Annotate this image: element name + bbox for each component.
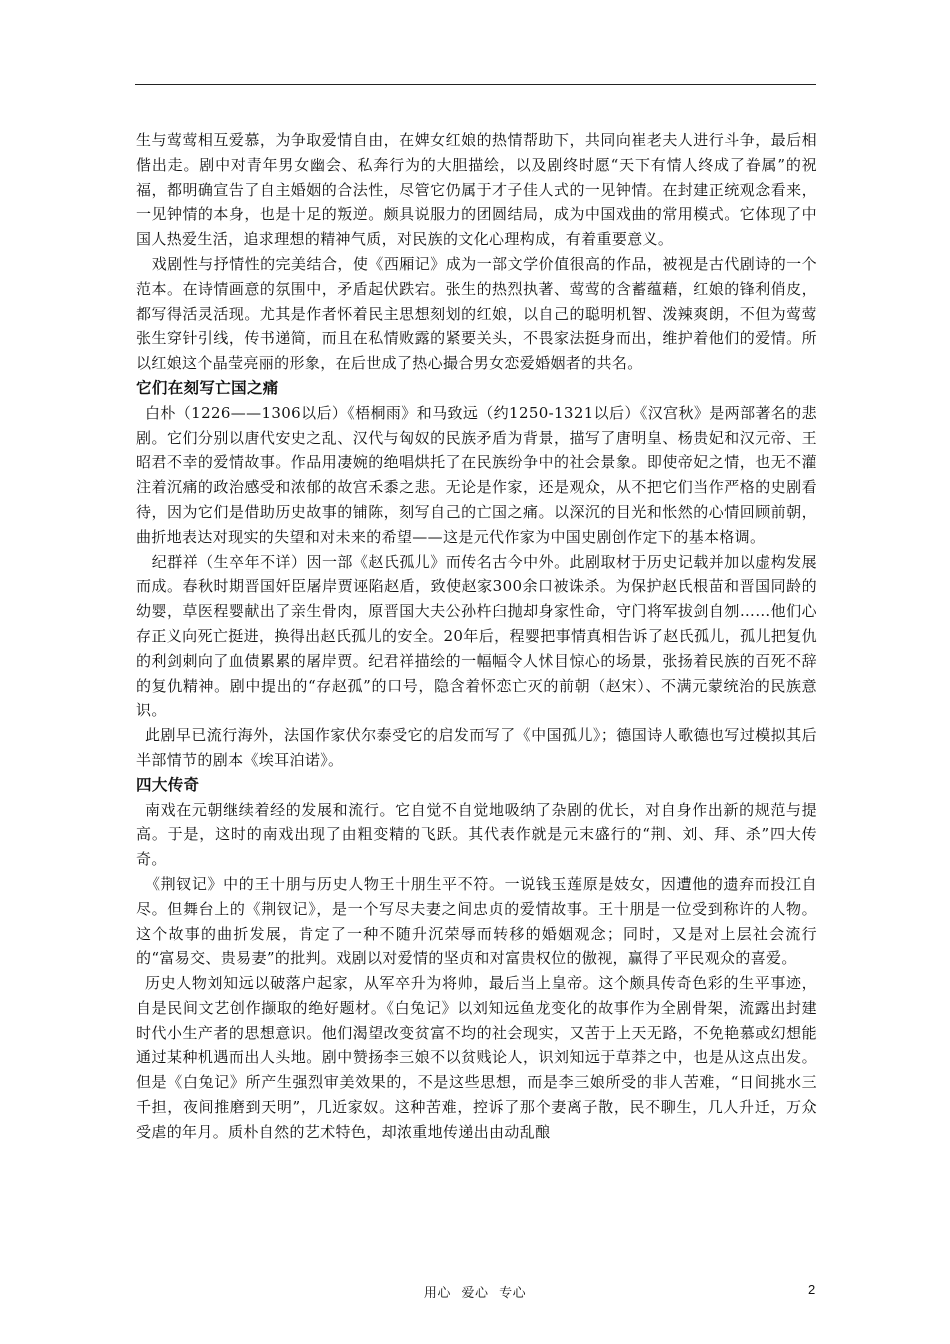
section-heading: 它们在刻写亡国之痛 xyxy=(136,378,279,397)
page-number: 2 xyxy=(808,1282,816,1297)
document-body xyxy=(136,128,817,1145)
header-rule xyxy=(135,84,816,85)
footer-motto: 用心 爱心 专心 xyxy=(423,1286,527,1301)
body-paragraph: 纪群祥（生卒年不详）因一部《赵氏孤儿》而传名古今中外。此剧取材于历史记载并加以虚构发展而成。春秋时期晋国奸臣屠岸贾诬陷赵盾，致使赵家300余口被诛杀。为保护赵氏根苗和晋国同龄的幼婴，草医程婴献出了亲生骨肉，原晋国大夫公孙杵臼抛却身家性命，守门将军拔剑自刎……他们心存正义向死亡挺进，换得出赵氏孤儿的安全。20年后，程婴把事情真相告诉了赵氏孤儿，孤儿把复仇的利剑刺向了血债累累的屠岸贾。纪君祥描绘的一幅幅令人怵目惊心的场景，张扬着民族的百死不辞的复仇精神。剧中提出的“存赵孤”的口号，隐含着怀恋亡灭的前朝（赵宋）、不满元蒙统治的民族意识。 xyxy=(136,552,817,720)
body-paragraph: 白朴（1226——1306以后）《梧桐雨》和马致远（约1250-1321以后）《汉宫秋》是两部著名的悲剧。它们分别以唐代安史之乱、汉代与匈奴的民族矛盾为背景，描写了唐明皇、杨贵妃和汉元帝、王昭君不幸的爱情故事。作品用凄婉的绝唱烘托了在民族纷争中的社会景象。即使帝妃之情，也无不灌注着沉痛的政治感受和浓郁的故宫禾黍之悲。无论是作家，还是观众，从不把它们当作严格的史剧看待，因为它们是借助历史故事的铺陈，刻写自己的亡国之痛。以深沉的目光和怅然的心情回顾前朝，曲折地表达对现实的失望和对未来的希望——这是元代作家为中国史剧创作定下的基本格调。 xyxy=(136,403,817,546)
section-heading: 四大传奇 xyxy=(136,775,200,794)
body-paragraph: 南戏在元朝继续着经的发展和流行。它自觉不自觉地吸纳了杂剧的优长，对自身作出新的规范与提高。于是，这时的南戏出现了由粗变精的飞跃。其代表作就是元末盛行的“荆、刘、拜、杀”四大传奇。 xyxy=(136,800,817,869)
body-paragraph: 《荆钗记》中的王十朋与历史人物王十朋生平不符。一说钱玉莲原是妓女，因遭他的遗弃而投江自尽。但舞台上的《荆钗记》，是一个写尽夫妻之间忠贞的爱情故事。王十朋是一位受到称许的人物。这个故事的曲折发展，肯定了一种不随升沉荣辱而转移的婚姻观念；同时，又是对上层社会流行的“富易交、贵易妻”的批判。戏剧以对爱情的坚贞和对富贵权位的傲视，赢得了平民观众的喜爱。 xyxy=(136,874,817,968)
body-paragraph: 历史人物刘知远以破落户起家，从军卒升为将帅，最后当上皇帝。这个颇具传奇色彩的生平事迹，自是民间文艺创作撷取的绝好题材。《白兔记》以刘知远鱼龙变化的故事作为全剧骨架，流露出封建时代小生产者的思想意识。他们渴望改变贫富不均的社会现实，又苦于上天无路，不免艳慕或幻想能通过某种机遇而出人头地。剧中赞扬李三娘不以贫贱论人，识刘知远于草莽之中，也是从这点出发。但是《白兔记》所产生强烈审美效果的，不是这些思想，而是李三娘所受的非人苦难，“日间挑水三千担，夜间推磨到天明”，几近家奴。这种苦难，控诉了那个妻离子散，民不聊生，几人升迁，万众受虐的年月。质朴自然的艺术特色，却浓重地传递出由动乱酿 xyxy=(136,974,817,1141)
body-paragraph: 此剧早已流行海外，法国作家伏尔泰受它的启发而写了《中国孤儿》；德国诗人歌德也写过模拟其后半部情节的剧本《埃耳泊诺》。 xyxy=(136,726,817,769)
body-paragraph: 生与莺莺相互爱慕，为争取爱情自由，在婢女红娘的热情帮助下，共同向崔老夫人进行斗争，最后相偕出走。剧中对青年男女幽会、私奔行为的大胆描绘，以及剧终时愿“天下有情人终成了眷属”的祝福，都明确宣告了自主婚姻的合法性，尽管它仍属于才子佳人式的一见钟情。在封建正统观念看来，一见钟情的本身，也是十足的叛逆。颇具说服力的团圆结局，成为中国戏曲的常用模式。它体现了中国人热爱生活，追求理想的精神气质，对民族的文化心理构成，有着重要意义。 xyxy=(136,131,817,249)
body-paragraph: 戏剧性与抒情性的完美结合，使《西厢记》成为一部文学价值很高的作品，被视是古代剧诗的一个范本。在诗情画意的氛围中，矛盾起伏跌宕。张生的热烈执著、莺莺的含蓄蕴藉，红娘的锋利俏皮，都写得活灵活现。尤其是作者怀着民主思想刻划的红娘，以自己的聪明机智、泼辣爽朗，不但为莺莺张生穿针引线，传书递简，而且在私情败露的紧要关头，不畏家法挺身而出，维护着他们的爱情。所以红娘这个晶莹亮丽的形象，在后世成了热心撮合男女恋爱婚姻者的共名。 xyxy=(136,254,817,373)
